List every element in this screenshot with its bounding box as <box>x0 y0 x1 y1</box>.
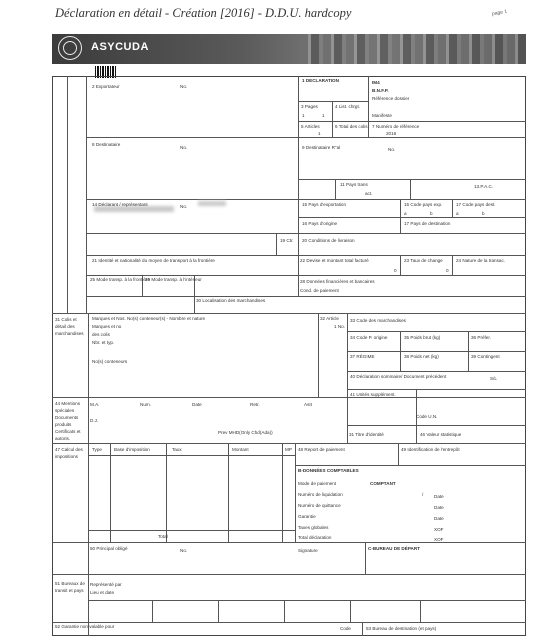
rule <box>298 179 526 180</box>
marques-label: Marques et Nos. No(s) conteneur(s) - Nombre et nature <box>92 316 206 321</box>
article-label: 32 Article <box>320 316 339 321</box>
taux-label: 23 Taux de change <box>404 258 443 263</box>
rule <box>67 76 68 313</box>
ident-entrepot-label: 49 Identification de l'entrepôt <box>401 447 460 452</box>
prev-mhd-label: Prev MHD(Only Chd(Ada)) <box>218 430 273 435</box>
rule <box>52 574 526 575</box>
page-mark: page 1 <box>491 8 508 18</box>
form-frame <box>52 76 526 636</box>
rule <box>282 443 283 542</box>
identite-label: 21 Identité et nationalité du moyen de transport à la frontière <box>92 258 215 263</box>
prefer-label: 36 Préfer. <box>471 335 491 340</box>
no-label: No. <box>180 84 188 89</box>
bureau-dest-label: 53 Bureau de destination (et pays) <box>366 626 437 631</box>
rule <box>276 233 277 255</box>
rule <box>86 233 526 234</box>
bnfp-label: B.N.F.P. <box>372 88 389 93</box>
articles-value: 1 <box>318 131 321 136</box>
ref-dossier-label: Référence dossier <box>372 96 410 101</box>
rule <box>52 622 526 623</box>
rule <box>86 275 526 276</box>
titre-ident-label: 31 Titre d'identité <box>349 432 384 437</box>
rule <box>52 313 526 314</box>
rule <box>362 622 363 636</box>
pays-orig-label: 16 Pays d'origine <box>302 221 338 226</box>
code-a-label: a <box>404 211 407 216</box>
garantie52-label: 52 Garantie non valable pour <box>55 624 115 629</box>
no-label: No. <box>180 548 188 553</box>
mp-col-label: MP <box>285 447 292 452</box>
c-bureau-label: C-BUREAU DE DÉPART <box>368 546 420 551</box>
rule <box>88 313 89 636</box>
rule <box>332 101 333 121</box>
date-label: Date <box>192 402 202 407</box>
garantie-label: Garantie <box>298 514 316 519</box>
donnees-fin-label: 28 Données financières et bancaires <box>300 279 375 284</box>
exportateur-label: 2 Exportateur <box>92 84 120 89</box>
rule <box>88 600 526 601</box>
taux-col-label: Taux <box>172 447 182 452</box>
rule <box>218 600 219 622</box>
list-chrg-label: 4 List. chrgt. <box>335 104 361 109</box>
base-col-label: Base d'imposition <box>114 447 150 452</box>
contingent-label: 39 Contingent <box>471 354 500 359</box>
rule <box>400 199 401 233</box>
rule <box>152 600 153 622</box>
num-liq-label: Numéro de liquidation <box>298 492 343 497</box>
code-exp-label: 15 Code pays exp. <box>404 202 443 207</box>
declaration-label: 1 DECLARATION <box>302 78 339 83</box>
mentions-label: 44 Mentions spéciales Documents produits Certificats et autoris. <box>55 401 81 441</box>
dest-rdi-label: 9 Destinataire R"al <box>302 145 341 150</box>
comptant-value: COMPTANT <box>370 481 396 486</box>
code-dest-label: 17 Code pays dest. <box>456 202 496 207</box>
rule <box>347 351 526 352</box>
rule <box>452 255 453 275</box>
decl-sommaire-label: 40 Déclaration sommaire/ Document précédent <box>350 374 447 379</box>
retr-label: Retr. <box>250 402 260 407</box>
rule <box>400 255 401 275</box>
no-label: No. <box>180 145 188 150</box>
lieu-date-label: Lieu et date <box>90 590 115 595</box>
rule <box>298 76 299 296</box>
cond-paiement-label: Cond. de paiement <box>300 288 339 293</box>
code-a-label: a <box>456 211 459 216</box>
pays-trans-label: 11 Pays trans <box>340 182 368 187</box>
report-label: 48 Report de paiement <box>298 447 345 452</box>
code-march-label: 33 Code des marchandises <box>350 318 406 323</box>
des-colis-label: des colis <box>92 332 110 337</box>
regime-label: 37 RÉGIME <box>350 354 375 359</box>
pages-label: 3 Pages <box>301 104 318 109</box>
rule <box>452 199 453 217</box>
document-title: Déclaration en détail - Création [2016] - D.D.U. hardcopy <box>55 6 352 20</box>
sl-label: S/L <box>490 376 497 381</box>
localisation-label: 30 Localisation des marchandises <box>196 298 266 303</box>
rule <box>298 101 368 102</box>
rule <box>52 542 526 543</box>
rule <box>347 389 526 390</box>
nos-cont-label: No(s) conteneurs <box>92 359 128 364</box>
b-donnees-label: B-DONNÉES COMPTABLES <box>298 468 359 473</box>
article-no-label: 1 No. <box>334 324 345 329</box>
rule <box>347 331 526 332</box>
montant-col-label: Montant <box>232 447 249 452</box>
rule <box>398 443 399 465</box>
no-label: No. <box>388 147 396 152</box>
mode-paiement-label: Mode de paiement <box>298 481 337 486</box>
devise-label: 22 Devise et montant total facturé <box>300 258 369 263</box>
rule <box>86 255 526 256</box>
code-un-label: Code U.N. <box>416 414 438 419</box>
rule <box>86 296 526 297</box>
date-label: Date <box>434 494 444 499</box>
rule <box>295 443 296 542</box>
rule <box>298 217 526 218</box>
cond-liv-label: 20 Conditions de livraison <box>302 238 355 243</box>
date-label: Date <box>434 505 444 510</box>
articles-label: 5 Articles <box>301 124 320 129</box>
rule <box>110 443 111 542</box>
devise-value: 0 <box>394 268 397 273</box>
rule <box>284 600 285 622</box>
num-ref-value: 2016 <box>386 131 397 136</box>
rule <box>86 137 526 138</box>
declaration-code: IM4 <box>372 80 380 85</box>
rule <box>410 179 411 199</box>
rule <box>88 530 295 531</box>
rule <box>86 76 87 313</box>
rule <box>88 455 295 456</box>
unites-label: 41 Unités supplément. <box>350 392 396 397</box>
rule <box>166 443 167 542</box>
destinataire-label: 8 Destinataire <box>92 142 121 147</box>
pays-trans-label-2: act. <box>365 191 373 196</box>
rule <box>332 121 333 137</box>
ipac-label: 13.P.A.C. <box>474 184 494 189</box>
un-emblem-inner-icon <box>63 41 77 55</box>
date-label: Date <box>434 516 444 521</box>
code-b-label: b <box>430 211 433 216</box>
signature-label: Signature <box>298 548 318 553</box>
rule <box>368 76 369 137</box>
pays-dest-label: 17 Pays de destination <box>404 221 451 226</box>
pays-exp-label: 15 Pays d'exportation <box>302 202 347 207</box>
dj-label: D.J. <box>90 418 99 423</box>
declarant-label: 14 Déclarant / représentant <box>92 202 148 207</box>
calcul-label: 47 Calcul des impositions <box>55 447 83 459</box>
mode-int-label: 26 Mode transp. à l'intérieur <box>145 277 202 282</box>
rule <box>52 397 526 398</box>
nbr-typ-label: Nbr. et typ. <box>92 340 115 345</box>
code-bottom-label: Code <box>340 626 351 631</box>
banner-photo <box>300 34 526 64</box>
slash-sep: / <box>422 492 424 497</box>
taxes-glob-label: Taxes globales <box>298 525 329 530</box>
rule <box>52 443 526 444</box>
rule <box>335 179 336 199</box>
taux-value: 0 <box>446 268 449 273</box>
num-ref-label: 7 Numéro de référence <box>372 124 420 129</box>
total-label: Total <box>158 534 168 539</box>
rule <box>420 600 421 622</box>
manifeste-label: Manifeste <box>372 113 392 118</box>
colis-label: 31 Colis et détail des marchandises <box>55 317 84 336</box>
poids-brut-label: 35 Poids brut (kg) <box>404 335 441 340</box>
num-quit-label: Numéro de quittance <box>298 503 341 508</box>
rule <box>347 371 526 372</box>
valeur-stat-label: 46 Valeur statistique <box>420 432 462 437</box>
marques-label-2: Marques et no <box>92 324 122 329</box>
ctr-label: 19 Ctr. <box>280 238 294 243</box>
total-colis-label: 6 Total des colis <box>335 124 368 129</box>
code-b-label: b <box>482 211 485 216</box>
ma-label: M.A. <box>90 402 100 407</box>
bureaux-label: 51 Bureaux de transit et pays <box>55 581 85 593</box>
xof-label: XOF <box>434 527 444 532</box>
rule <box>347 425 526 426</box>
asit-label: AsIt <box>304 402 312 407</box>
nature-label: 24 Nature de la transac. <box>456 258 506 263</box>
rule <box>318 313 319 397</box>
rule <box>228 443 229 542</box>
num-label: Num. <box>140 402 151 407</box>
redacted-name <box>198 201 226 206</box>
rule <box>350 600 351 622</box>
rule <box>347 313 348 443</box>
mode-front-label: 25 Mode transp. à la frontière <box>90 277 151 282</box>
represente-label: Représenté par <box>90 582 122 587</box>
banner-title: ASYCUDA <box>91 41 149 53</box>
principal-label: 50 Principal obligé <box>90 546 128 551</box>
code-orig-label: 34 Code P. origine <box>350 335 388 340</box>
total-decl-label: Total déclaration <box>298 535 332 540</box>
rule <box>86 199 526 200</box>
rule <box>295 465 526 466</box>
xof-label: XOF <box>434 537 444 542</box>
pages-value: 1 <box>322 113 325 118</box>
poids-net-label: 38 Poids net (kg) <box>404 354 439 359</box>
pages-value: 1 <box>302 113 305 118</box>
type-col-label: Type <box>92 447 102 452</box>
rule <box>365 542 366 574</box>
no-label: No. <box>180 204 188 209</box>
